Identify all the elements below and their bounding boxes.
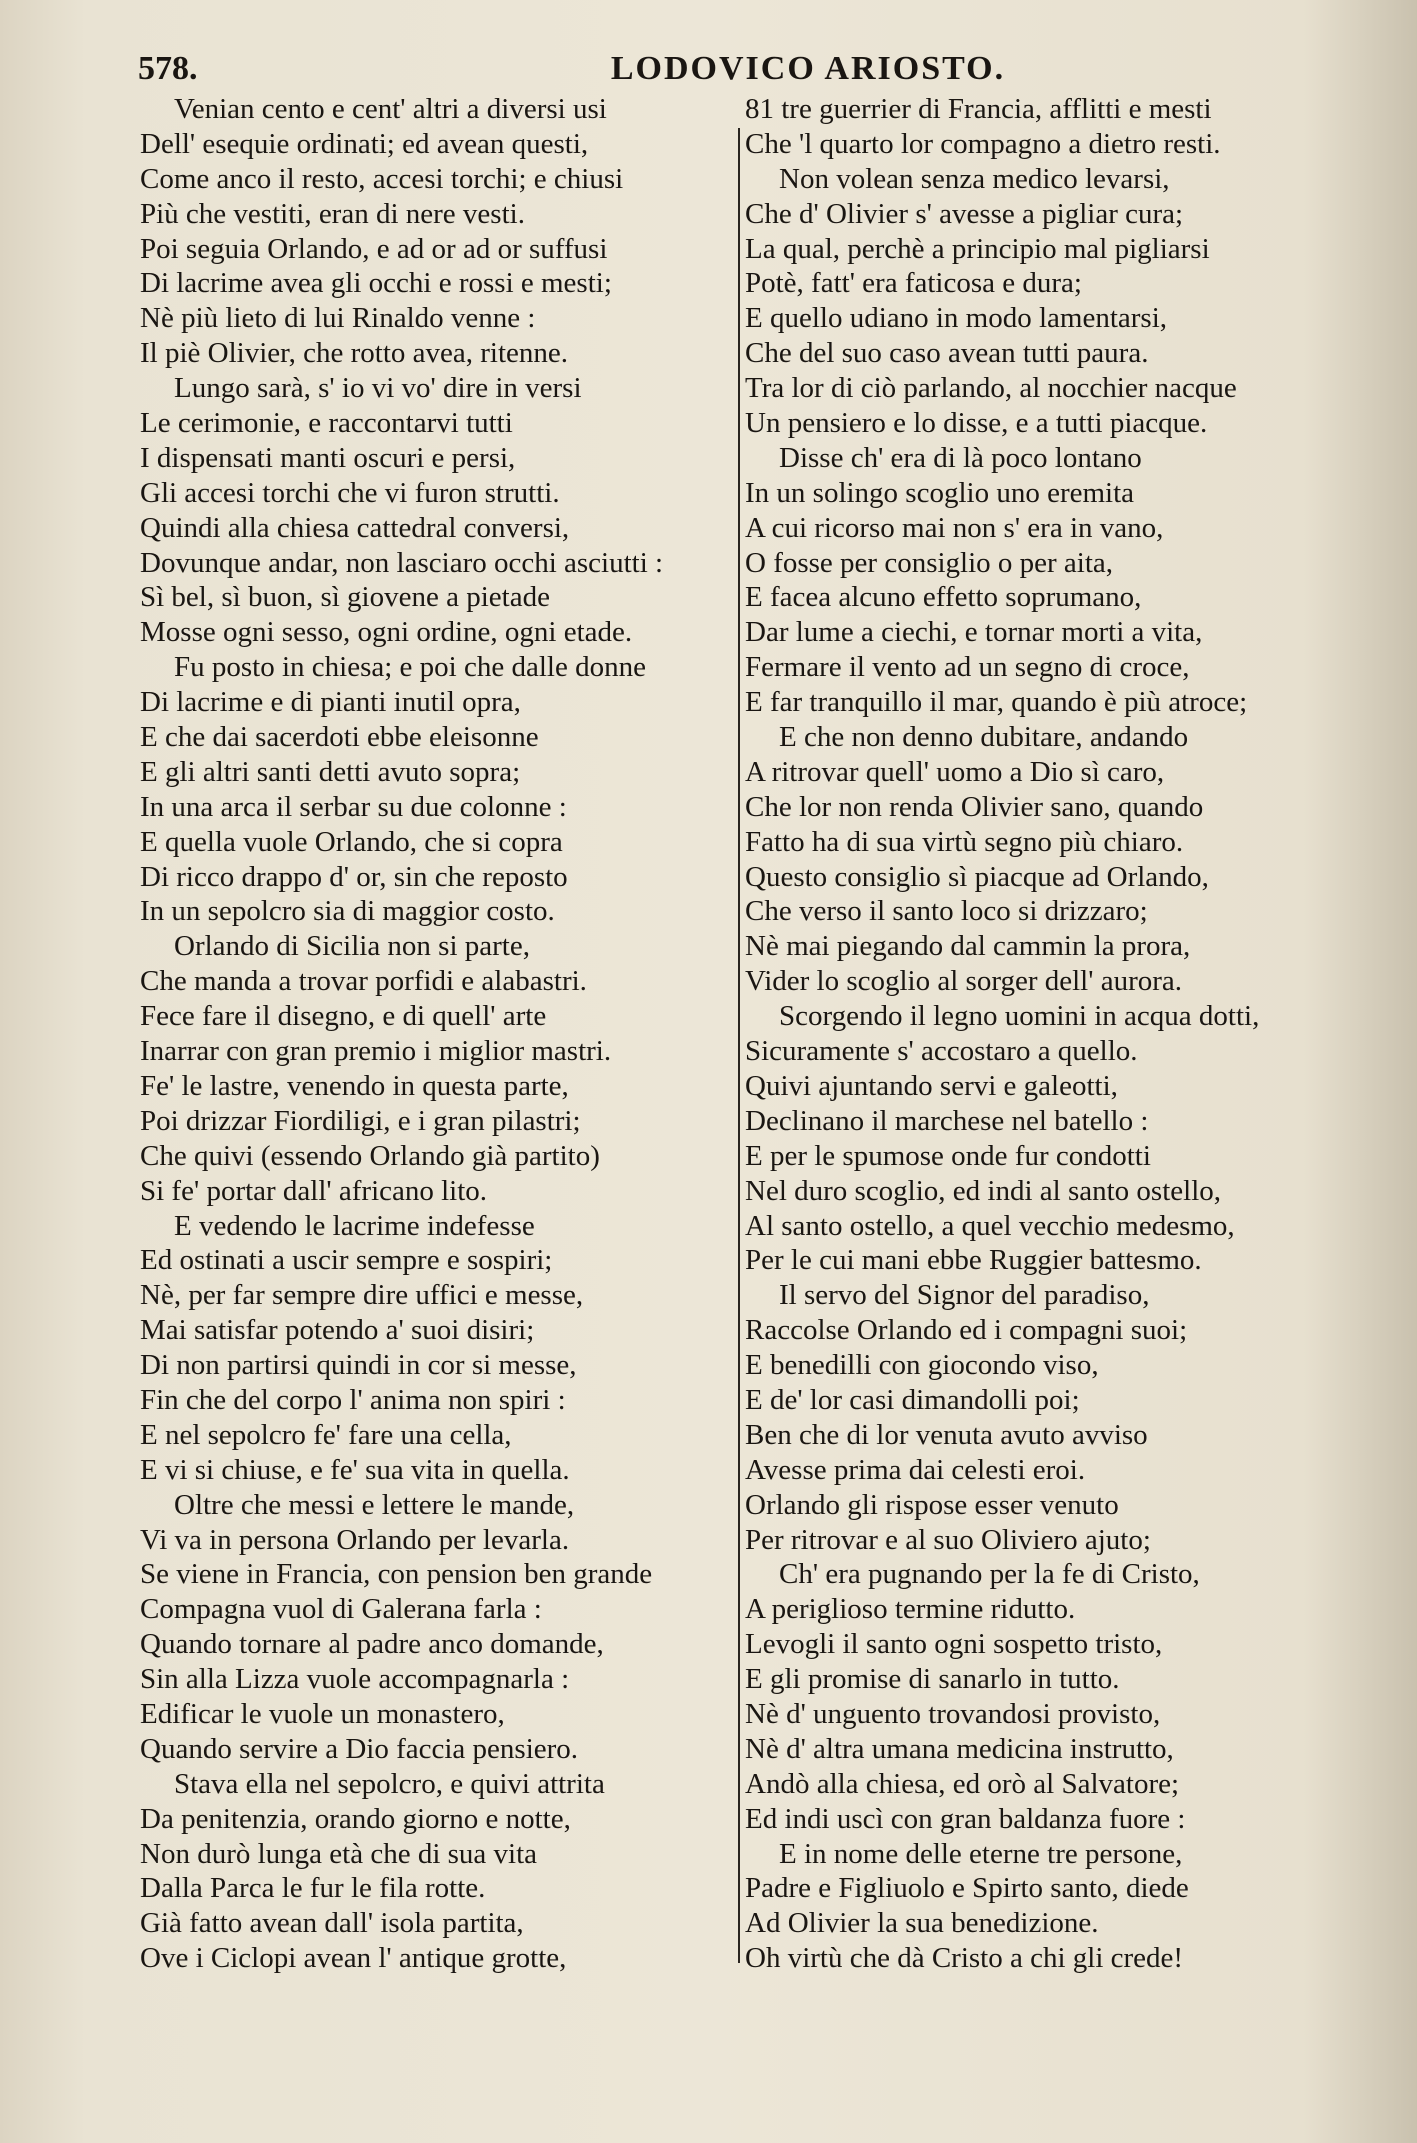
verse-line: E che dai sacerdoti ebbe eleisonne — [140, 721, 539, 754]
verse-line: Sì bel, sì buon, sì giovene a pietade — [140, 581, 550, 614]
verse-line: In una arca il serbar su due colonne : — [140, 790, 567, 823]
verse-line: E per le spumose onde fur condotti — [745, 1139, 1151, 1172]
verse-line: Disse ch' era di là poco lontano — [779, 441, 1142, 474]
verse-line: Nè d' unguento trovandosi provisto, — [745, 1697, 1161, 1730]
page-number: 578. — [138, 50, 198, 87]
verse-line: Non durò lunga età che di sua vita — [140, 1837, 538, 1870]
verse-line: In un sepolcro sia di maggior costo. — [140, 895, 555, 928]
verse-line: E far tranquillo il mar, quando è più atroce; — [745, 686, 1248, 719]
verse-line: Quivi ajuntando servi e galeotti, — [745, 1069, 1118, 1102]
verse-line: A ritrovar quell' uomo a Dio sì caro, — [745, 755, 1165, 788]
verse-line: A periglioso termine ridutto. — [745, 1593, 1076, 1626]
verse-line: E in nome delle eterne tre persone, — [779, 1837, 1183, 1870]
verse-line: Ed indi uscì con gran baldanza fuore : — [745, 1802, 1186, 1835]
verse-line: Per ritrovar e al suo Oliviero ajuto; — [745, 1523, 1151, 1556]
verse-line: Fatto ha di sua virtù segno più chiaro. — [745, 825, 1184, 858]
verse-line: Per le cui mani ebbe Ruggier battesmo. — [745, 1244, 1202, 1277]
verse-line: Andò alla chiesa, ed orò al Salvatore; — [745, 1767, 1180, 1800]
verse-line: In un solingo scoglio uno eremita — [745, 476, 1135, 509]
verse-line: Orlando di Sicilia non si parte, — [174, 930, 530, 963]
verse-line: Dovunque andar, non lasciaro occhi asciutti : — [140, 546, 664, 579]
verse-line: E gli altri santi detti avuto sopra; — [140, 755, 521, 788]
verse-line: Gli accesi torchi che vi furon strutti. — [140, 476, 560, 509]
verse-line: Quindi alla chiesa cattedral conversi, — [140, 511, 570, 544]
verse-line: Fu posto in chiesa; e poi che dalle donne — [174, 651, 646, 684]
verse-line: Le cerimonie, e raccontarvi tutti — [140, 407, 513, 440]
verse-line: E nel sepolcro fe' fare una cella, — [140, 1418, 512, 1451]
column-divider — [738, 128, 740, 1963]
verse-line: Compagna vuol di Galerana farla : — [140, 1593, 542, 1626]
verse-line: Che quivi (essendo Orlando già partito) — [140, 1139, 600, 1172]
verse-line: Poi seguia Orlando, e ad or ad or suffusi — [140, 232, 608, 265]
verse-line: Padre e Figliuolo e Spirto santo, diede — [745, 1872, 1189, 1905]
left-text-column — [140, 92, 740, 1976]
verse-line: Da penitenzia, orando giorno e notte, — [140, 1802, 571, 1835]
verse-line: 81 tre guerrier di Francia, afflitti e mesti — [745, 93, 1212, 125]
verse-line: Il piè Olivier, che rotto avea, ritenne. — [140, 337, 569, 370]
verse-line: I dispensati manti oscuri e persi, — [140, 441, 516, 474]
verse-line: Già fatto avean dall' isola partita, — [140, 1907, 524, 1940]
verse-line: Che 'l quarto lor compagno a dietro resti. — [745, 127, 1221, 160]
verse-line: Dalla Parca le fur le fila rotte. — [140, 1872, 486, 1905]
verse-line: Raccolse Orlando ed i compagni suoi; — [745, 1314, 1188, 1347]
verse-line: Vider lo scoglio al sorger dell' aurora. — [745, 965, 1183, 998]
verse-line: Stava ella nel sepolcro, e quivi attrita — [174, 1767, 605, 1800]
verse-line: Venian cento e cent' altri a diversi usi — [174, 93, 607, 125]
verse-line: Di lacrime avea gli occhi e rossi e mesti; — [140, 267, 612, 300]
verse-line: Fin che del corpo l' anima non spiri : — [140, 1383, 566, 1416]
right-text-column — [745, 92, 1345, 1976]
verse-line: Fermare il vento ad un segno di croce, — [745, 651, 1190, 684]
page-header — [138, 50, 1318, 90]
verse-line: Potè, fatt' era faticosa e dura; — [745, 267, 1082, 300]
verse-line: Inarrar con gran premio i miglior mastri. — [140, 1035, 612, 1068]
verse-line: Oh virtù che dà Cristo a chi gli crede! — [745, 1942, 1184, 1975]
verse-line: E benedilli con giocondo viso, — [745, 1349, 1099, 1382]
verse-line: Nè più lieto di lui Rinaldo venne : — [140, 302, 536, 335]
verse-line: Non volean senza medico levarsi, — [779, 162, 1170, 195]
verse-line: Se viene in Francia, con pension ben grande — [140, 1558, 653, 1591]
verse-line: Oltre che messi e lettere le mande, — [174, 1488, 575, 1521]
verse-line: Dar lume a ciechi, e tornar morti a vita, — [745, 616, 1203, 649]
verse-line: Nè mai piegando dal cammin la prora, — [745, 930, 1191, 963]
verse-line: Che del suo caso avean tutti paura. — [745, 337, 1149, 370]
verse-line: A cui ricorso mai non s' era in vano, — [745, 511, 1164, 544]
verse-line: Nè, per far sempre dire uffici e messe, — [140, 1279, 584, 1312]
verse-line: Che manda a trovar porfidi e alabastri. — [140, 965, 587, 998]
verse-line: Il servo del Signor del paradiso, — [779, 1279, 1150, 1312]
verse-line: Che lor non renda Olivier sano, quando — [745, 790, 1204, 823]
verse-line: E vi si chiuse, e fe' sua vita in quella. — [140, 1453, 570, 1486]
verse-line: Levogli il santo ogni sospetto tristo, — [745, 1628, 1163, 1661]
verse-line: Declinano il marchese nel batello : — [745, 1104, 1149, 1137]
verse-line: Al santo ostello, a quel vecchio medesmo, — [745, 1209, 1235, 1242]
verse-line: Un pensiero e lo disse, e a tutti piacque. — [745, 407, 1208, 440]
verse-line: Ch' era pugnando per la fe di Cristo, — [779, 1558, 1200, 1591]
verse-line: Ad Olivier la sua benedizione. — [745, 1907, 1099, 1940]
verse-line: Ben che di lor venuta avuto avviso — [745, 1418, 1148, 1451]
verse-line: Questo consiglio sì piacque ad Orlando, — [745, 860, 1209, 893]
verse-line: Fe' le lastre, venendo in questa parte, — [140, 1069, 569, 1102]
verse-line: Lungo sarà, s' io vi vo' dire in versi — [174, 372, 582, 405]
verse-line: Quando tornare al padre anco domande, — [140, 1628, 604, 1661]
verse-line: Di ricco drappo d' or, sin che reposto — [140, 860, 568, 893]
verse-line: Che d' Olivier s' avesse a pigliar cura; — [745, 197, 1184, 230]
verse-line: Che verso il santo loco si drizzaro; — [745, 895, 1148, 928]
verse-line: Ove i Ciclopi avean l' antique grotte, — [140, 1942, 567, 1975]
verse-line: Di lacrime e di pianti inutil opra, — [140, 686, 521, 719]
verse-line: Mai satisfar potendo a' suoi disiri; — [140, 1314, 535, 1347]
verse-line: Edificar le vuole un monastero, — [140, 1697, 505, 1730]
verse-line: Scorgendo il legno uomini in acqua dotti, — [779, 1000, 1260, 1033]
verse-line: Vi va in persona Orlando per levarla. — [140, 1523, 570, 1556]
verse-line: Si fe' portar dall' africano lito. — [140, 1174, 488, 1207]
running-title: LODOVICO ARIOSTO. — [610, 50, 1006, 87]
verse-line: O fosse per consiglio o per aita, — [745, 546, 1114, 579]
verse-line: Di non partirsi quindi in cor si messe, — [140, 1349, 577, 1382]
verse-line: E facea alcuno effetto soprumano, — [745, 581, 1142, 614]
verse-line: Poi drizzar Fiordiligi, e i gran pilastri; — [140, 1104, 581, 1137]
verse-line: Ed ostinati a uscir sempre e sospiri; — [140, 1244, 553, 1277]
verse-line: La qual, perchè a principio mal pigliarsi — [745, 232, 1210, 265]
verse-line: E quello udiano in modo lamentarsi, — [745, 302, 1168, 335]
verse-line: E vedendo le lacrime indefesse — [174, 1209, 535, 1242]
verse-line: Mosse ogni sesso, ogni ordine, ogni etade. — [140, 616, 633, 649]
verse-line: Nel duro scoglio, ed indi al santo ostello, — [745, 1174, 1222, 1207]
verse-line: E che non denno dubitare, andando — [779, 721, 1189, 754]
verse-line: Quando servire a Dio faccia pensiero. — [140, 1732, 579, 1765]
verse-line: Più che vestiti, eran di nere vesti. — [140, 197, 525, 230]
verse-line: E gli promise di sanarlo in tutto. — [745, 1663, 1120, 1696]
verse-line: Orlando gli rispose esser venuto — [745, 1488, 1119, 1521]
verse-line: E de' lor casi dimandolli poi; — [745, 1383, 1080, 1416]
verse-line: Nè d' altra umana medicina instrutto, — [745, 1732, 1174, 1765]
verse-line: Dell' esequie ordinati; ed avean questi, — [140, 127, 589, 160]
verse-line: Avesse prima dai celesti eroi. — [745, 1453, 1086, 1486]
verse-line: E quella vuole Orlando, che si copra — [140, 825, 563, 858]
verse-line: Sin alla Lizza vuole accompagnarla : — [140, 1663, 570, 1696]
verse-line: Sicuramente s' accostaro a quello. — [745, 1035, 1138, 1068]
verse-line: Fece fare il disegno, e di quell' arte — [140, 1000, 547, 1033]
verse-line: Come anco il resto, accesi torchi; e chiusi — [140, 162, 624, 195]
verse-line: Tra lor di ciò parlando, al nocchier nacque — [745, 372, 1237, 405]
